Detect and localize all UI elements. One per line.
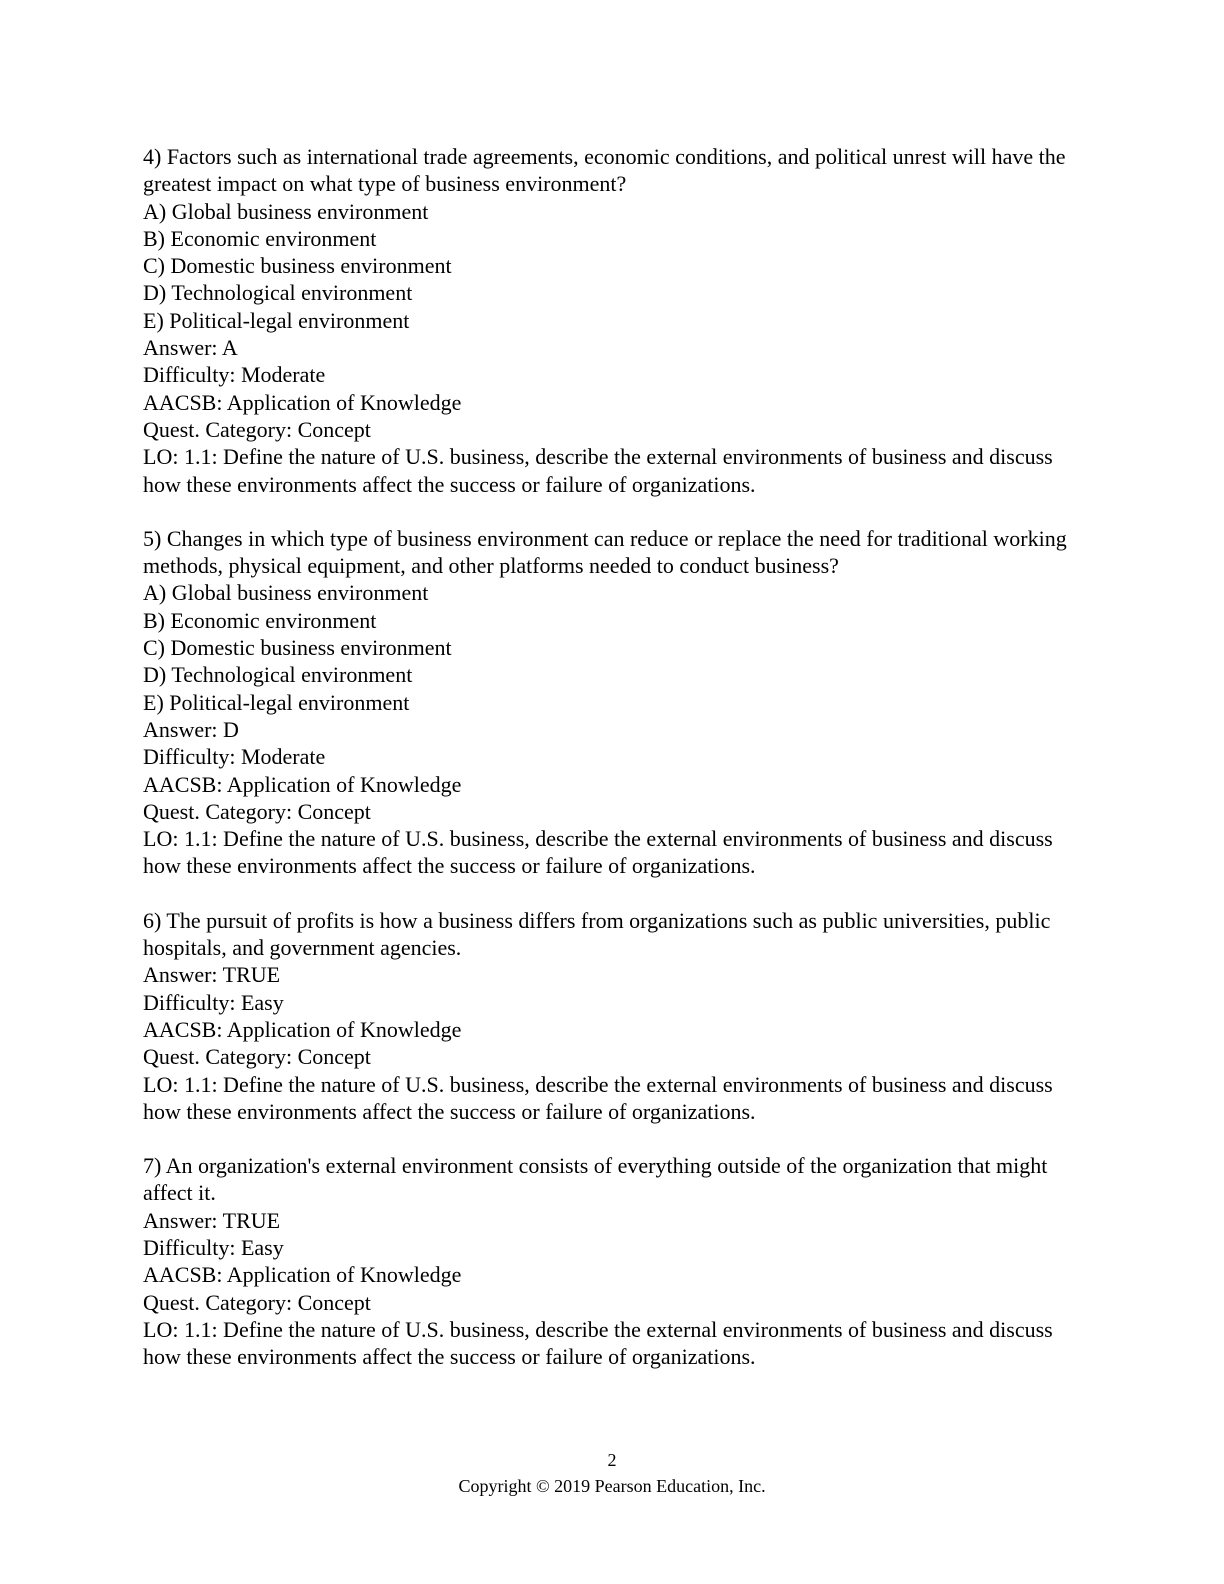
answer: Answer: A <box>143 335 238 361</box>
learning-objective: LO: 1.1: Define the nature of U.S. business, describe the external environments of business and discuss how these environments affect the success or failure of organizations. <box>143 444 1053 497</box>
aacsb: AACSB: Application of Knowledge <box>143 1016 462 1042</box>
option-c: C) Domestic business environment <box>143 253 452 279</box>
quest-category: Quest. Category: Concept <box>143 1289 371 1315</box>
aacsb: AACSB: Application of Knowledge <box>143 389 462 415</box>
question-4 <box>143 143 1083 498</box>
option-d: D) Technological environment <box>143 280 413 306</box>
option-e: E) Political-legal environment <box>143 307 410 333</box>
document-body <box>143 143 1083 1397</box>
question-7 <box>143 1152 1083 1370</box>
question-5 <box>143 525 1083 880</box>
aacsb: AACSB: Application of Knowledge <box>143 1262 462 1288</box>
difficulty: Difficulty: Easy <box>143 1234 284 1260</box>
quest-category: Quest. Category: Concept <box>143 1044 371 1070</box>
difficulty: Difficulty: Easy <box>143 989 284 1015</box>
answer: Answer: TRUE <box>143 962 281 988</box>
question-stem: 7) An organization's external environment consists of everything outside of the organization that might affect it. <box>143 1153 1048 1206</box>
option-c: C) Domestic business environment <box>143 635 452 661</box>
option-b: B) Economic environment <box>143 607 377 633</box>
option-a: A) Global business environment <box>143 580 429 606</box>
question-stem: 6) The pursuit of profits is how a business differs from organizations such as public universities, public hospitals, and government agencies. <box>143 907 1051 961</box>
learning-objective: LO: 1.1: Define the nature of U.S. business, describe the external environments of business and discuss how these environments affect the success or failure of organizations. <box>143 1316 1053 1370</box>
question-stem: 5) Changes in which type of business environment can reduce or replace the need for traditional working methods, physical equipment, and other platforms needed to conduct business? <box>143 525 1067 579</box>
copyright-notice: Copyright © 2019 Pearson Education, Inc. <box>458 1476 766 1496</box>
quest-category: Quest. Category: Concept <box>143 798 371 824</box>
answer: Answer: TRUE <box>143 1207 281 1233</box>
learning-objective: LO: 1.1: Define the nature of U.S. business, describe the external environments of business and discuss how these environments affect the success or failure of organizations. <box>143 1071 1053 1124</box>
quest-category: Quest. Category: Concept <box>143 416 371 442</box>
difficulty: Difficulty: Moderate <box>143 744 326 770</box>
option-b: B) Economic environment <box>143 225 377 251</box>
page-number: 2 <box>607 1450 617 1470</box>
option-e: E) Political-legal environment <box>143 689 410 715</box>
question-stem: 4) Factors such as international trade agreements, economic conditions, and political unrest will have the greatest impact on what type of business environment? <box>143 144 1066 197</box>
answer: Answer: D <box>143 716 239 742</box>
question-6 <box>143 907 1083 1125</box>
learning-objective: LO: 1.1: Define the nature of U.S. business, describe the external environments of business and discuss how these environments affect the success or failure of organizations. <box>143 826 1053 879</box>
aacsb: AACSB: Application of Knowledge <box>143 771 462 797</box>
option-d: D) Technological environment <box>143 662 413 688</box>
option-a: A) Global business environment <box>143 198 429 224</box>
difficulty: Difficulty: Moderate <box>143 362 326 388</box>
